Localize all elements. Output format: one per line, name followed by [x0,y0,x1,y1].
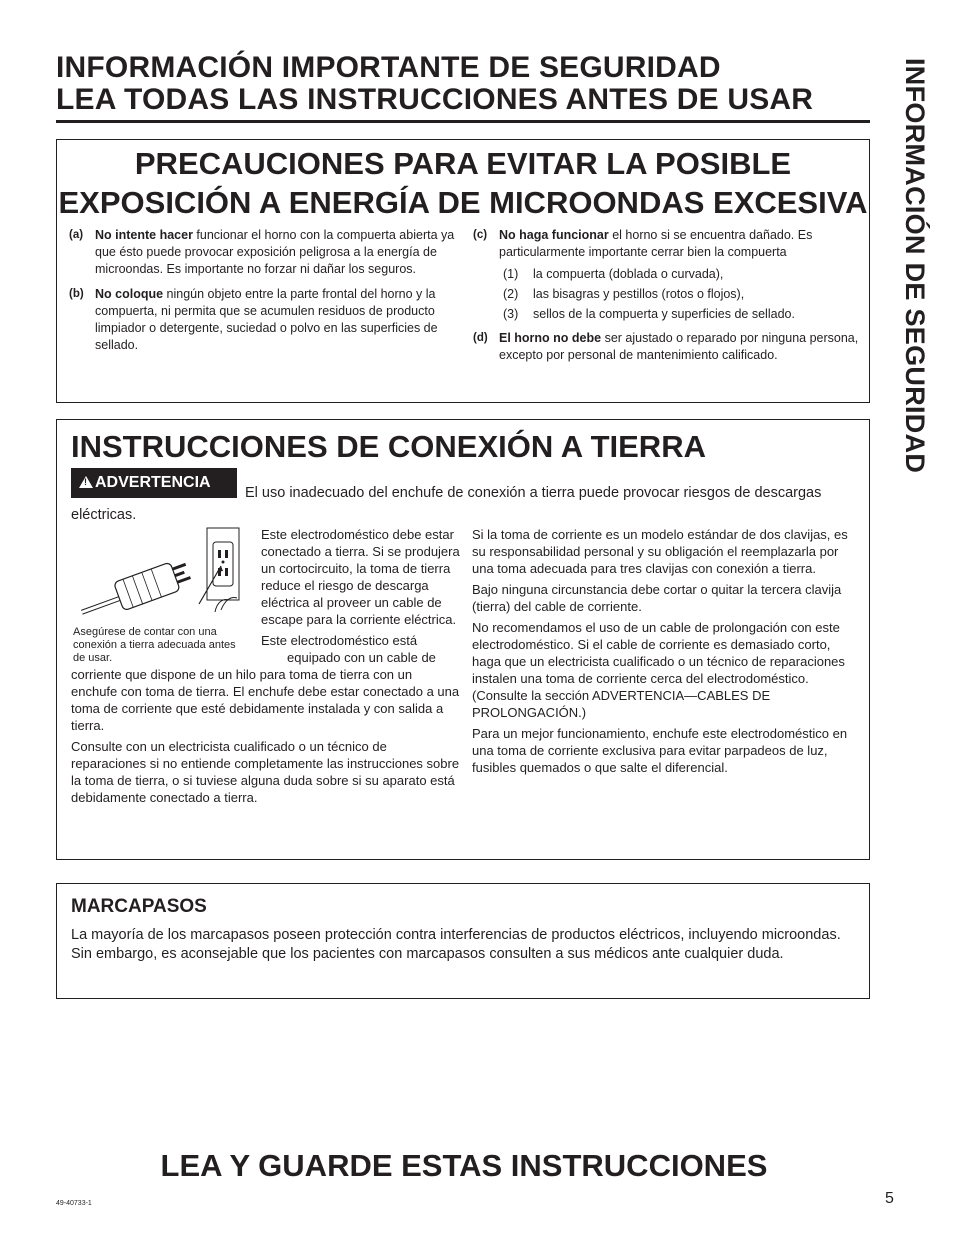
subitem-text: sellos de la compuerta y superficies de sellado. [533,307,795,321]
pacemakers-title: MARCAPASOS [71,896,207,917]
precautions-left-column [57,227,467,362]
header-title-line2: LEA TODAS LAS INSTRUCCIONES ANTES DE USAR [56,83,814,116]
page-number: 5 [885,1190,894,1207]
document-number: 49-40733-1 [56,1200,92,1207]
side-section-tab [894,58,930,528]
warning-label-text: ADVERTENCIA [95,474,211,491]
header-rule [56,120,870,123]
item-text: ningún objeto entre la parte frontal del horno y la compuerta, ni permita que se acumulen residuos de producto limpiador o detergente, suciedad o polvo en las superficies de sellado. [95,287,438,352]
subitem-text: las bisagras y pestillos (rotos o flojos), [533,287,745,301]
subitem-number: (1) [503,267,519,281]
pacemakers-text: La mayoría de los marcapasos poseen protección contra interferencias de productos eléctricos, incluyendo microondas. Sin embargo, es aconsejable que los pacientes con marcapasos consulten a sus médicos ante cualquier duda. [71,927,841,962]
grounding-paragraph: Consulte con un electricista cualificado o un técnico de reparaciones si no entiende completamente las instrucciones sobre la toma de tierra, o si tuviese alguna duda sobre si su aparato está debidamente conectado a tierra. [71,739,460,805]
precaution-item-a [57,227,467,278]
item-bold: El horno no debe [499,331,602,345]
grounding-paragraph: Bajo ninguna circunstancia debe cortar o quitar la tercera clavija (tierra) del cable de corriente. [472,582,842,614]
precaution-subitem [461,264,865,284]
illustration-caption: Asegúrese de contar con una conexión a tierra adecuada antes de usar. [73,626,236,664]
item-bold: No haga funcionar [499,228,609,242]
subitem-text: la compuerta (doblada o curvada), [533,267,724,281]
precaution-subitem [461,304,865,324]
precaution-item-d [461,330,865,364]
precautions-box [56,139,870,403]
header-title-line1: INFORMACIÓN IMPORTANTE DE SEGURIDAD [56,51,721,84]
warning-text: El uso inadecuado del enchufe de conexión a tierra puede provocar riesgos de descargas eléctricas. [71,485,822,523]
pacemakers-box [56,883,870,999]
precaution-subitem [461,284,865,304]
item-bold: No intente hacer [95,228,193,242]
grounding-left-column [71,526,461,810]
subitem-number: (3) [503,307,519,321]
precautions-title-line2: EXPOSICIÓN A ENERGÍA DE MICROONDAS EXCESIVA [58,185,868,220]
precaution-item-b [57,286,467,354]
grounding-paragraph: Este electrodoméstico está equipado con un cable de [261,633,436,665]
item-text: el horno si se encuentra dañado. Es particularmente importante cerrar bien la compuerta [499,228,813,259]
item-text: funcionar el horno con la compuerta abierta ya que ésto puede provocar exposición peligrosa a la energía de microondas. Es importante no forzar ni dañar los seguros. [95,228,455,276]
side-tab-label: INFORMACIÓN DE SEGURIDAD [900,58,930,474]
page-header [56,52,870,116]
grounding-title: INSTRUCCIONES DE CONEXIÓN A TIERRA [71,429,706,464]
item-letter: (b) [69,288,84,300]
grounding-box [56,419,870,860]
grounding-paragraph: No recomendamos el uso de un cable de prolongación con este electrodoméstico. Si el cable de corriente es demasiado corto, haga que un electricista cualificado o un técnico de reparaciones instalen una toma de corriente cerca del electrodoméstico. (Consulte la sección ADVERTENCIA—CABLES DE PROLONGACIÓN.) [472,620,845,720]
precautions-title [57,144,869,222]
warning-label [71,468,237,498]
item-letter: (c) [473,229,488,241]
item-text: ser ajustado o reparado por ninguna persona, excepto por personal de mantenimiento calificado. [499,331,859,362]
grounding-right-column [472,526,862,780]
grounding-paragraph: Si la toma de corriente es un modelo estándar de dos clavijas, es su responsabilidad personal y su obligación el reemplazarla por una toma adecuada para tres clavijas con conexión a tierra. [472,527,848,576]
grounding-paragraph: Para un mejor funcionamiento, enchufe este electrodoméstico en una toma de corriente exclusiva para evitar parpadeos de luz, fusibles quemados o que salte el diferencial. [472,726,848,775]
precautions-right-column [461,227,865,372]
precautions-title-line1: PRECAUCIONES PARA EVITAR LA POSIBLE [134,146,792,181]
item-letter: (a) [69,229,84,241]
item-letter: (d) [473,332,488,344]
subitem-number: (2) [503,287,519,301]
footer-title: LEA Y GUARDE ESTAS INSTRUCCIONES [160,1148,768,1183]
grounding-paragraph: corriente que dispone de un hilo para toma de tierra con un enchufe con toma de tierra. El enchufe debe estar conectado a una toma de corriente que esté debidamente instalada y con salida a tierra. [71,667,460,733]
grounding-paragraph: Este electrodoméstico debe estar conectado a tierra. Si se produjera un cortocircuito, la toma de tierra reduce el riesgo de descarga eléctrica al proveer un cable de escape para la corriente eléctrica. [261,527,460,627]
warning-triangle-icon [79,476,93,488]
precaution-item-c [461,227,865,261]
item-bold: No coloque [95,287,164,301]
